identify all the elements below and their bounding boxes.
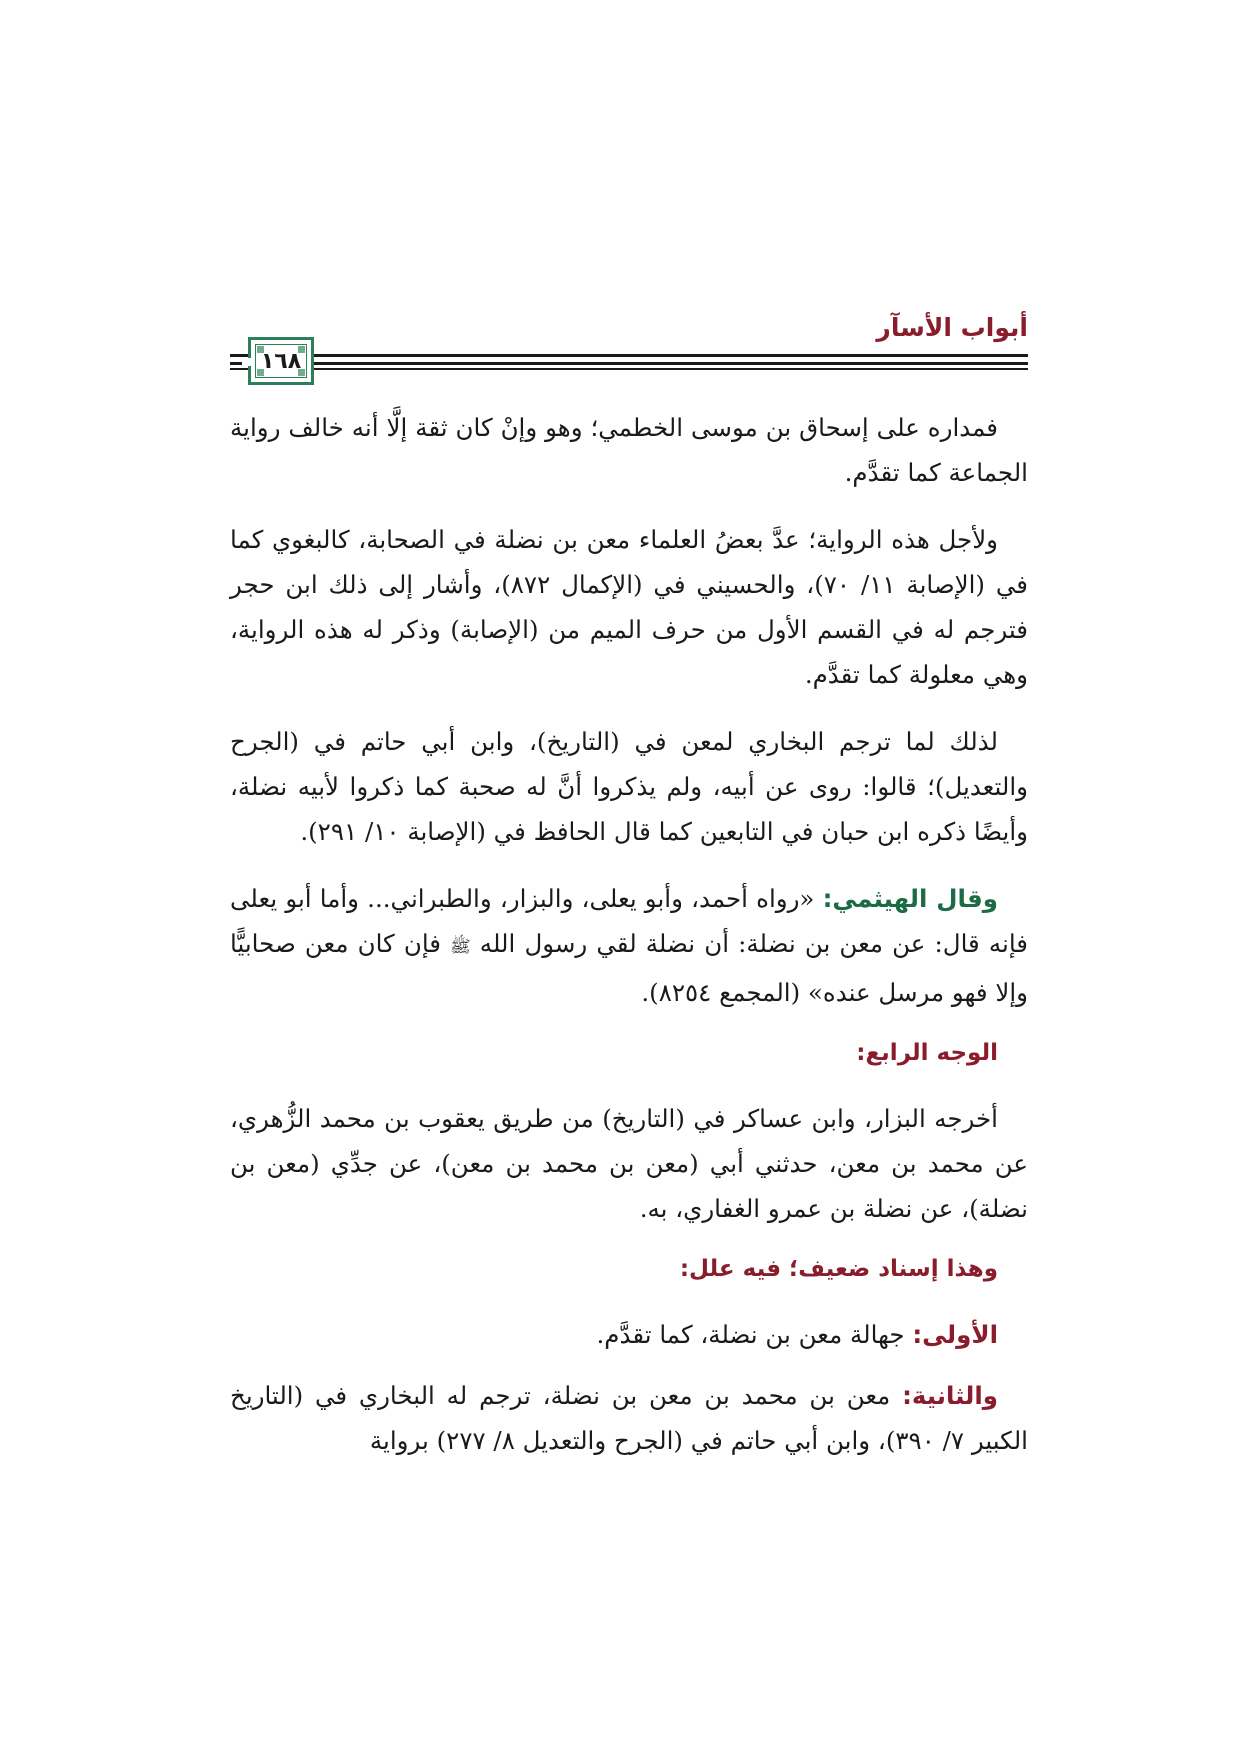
first-label: الأولى: [912, 1320, 998, 1349]
paragraph-second-defect [230, 1373, 1028, 1463]
page-number: ١٦٨ [260, 348, 302, 374]
second-label: والثانية: [902, 1381, 998, 1410]
haythami-quote-b: فإن كان معن صحابيًّا وإلا فهو مرسل عنده» (المجمع ٨٢٥٤). [230, 929, 1028, 1007]
paragraph: لذلك لما ترجم البخاري لمعن في (التاريخ)، وابن أبي حاتم في (الجرح والتعديل)؛ قالوا: روى عن أبيه، ولم يذكروا أنَّ له صحبة كما ذكروا لأبيه نضلة، وأيضًا ذكره ابن حبان في التابعين كما قال الحافظ في (الإصابة ١٠/ ٢٩١). [230, 727, 1028, 846]
book-title: أبواب الأسآر [876, 313, 1028, 342]
second-text: معن بن محمد بن معن بن نضلة، ترجم له البخاري في (التاريخ الكبير ٧/ ٣٩٠)، وابن أبي حاتم في (الجرح والتعديل ٨/ ٢٧٧) برواية [230, 1381, 1028, 1455]
section-heading-fourth: الوجه الرابع: [856, 1040, 998, 1066]
haythami-quote-a: «رواه أحمد، وأبو يعلى، والبزار، والطبراني... وأما أبو يعلى فإنه قال: عن معن بن نضلة: أن نضلة لقي رسول الله [230, 884, 1029, 958]
header-rule [230, 368, 1028, 370]
header-rule [230, 354, 1028, 357]
first-text: جهالة معن بن نضلة، كما تقدَّم. [596, 1320, 913, 1349]
paragraph: أخرجه البزار، وابن عساكر في (التاريخ) من طريق يعقوب بن محمد الزُّهري، عن محمد بن معن، حدثني أبي (معن بن محمد بن معن)، عن جدِّي (معن بن نضلة)، عن نضلة بن عمرو الغفاري، به. [230, 1104, 1028, 1223]
header-rule [230, 362, 1028, 365]
paragraph-first-defect [230, 1312, 1028, 1357]
haythami-label: وقال الهيثمي: [822, 884, 998, 913]
paragraph-haythami [230, 876, 1028, 1015]
page-body [230, 405, 1028, 1485]
page-header [230, 305, 1028, 385]
paragraph: فمداره على إسحاق بن موسى الخطمي؛ وهو وإنْ كان ثقة إلَّا أنه خالف رواية الجماعة كما تقدَّم. [230, 413, 1028, 487]
pbuh-ligature-icon: ﷺ [450, 937, 471, 957]
paragraph: ولأجل هذه الرواية؛ عدَّ بعضُ العلماء معن بن نضلة في الصحابة، كالبغوي كما في (الإصابة ١١/ ٧٠)، والحسيني في (الإكمال ٨٧٢)، وأشار إلى ذلك ابن حجر فترجم له في القسم الأول من حرف الميم من (الإصابة) وذكر له هذه الرواية، وهي معلولة كما تقدَّم. [230, 525, 1029, 689]
page-number-frame [248, 337, 314, 385]
section-heading-weak-chain: وهذا إسناد ضعيف؛ فيه علل: [679, 1256, 998, 1282]
